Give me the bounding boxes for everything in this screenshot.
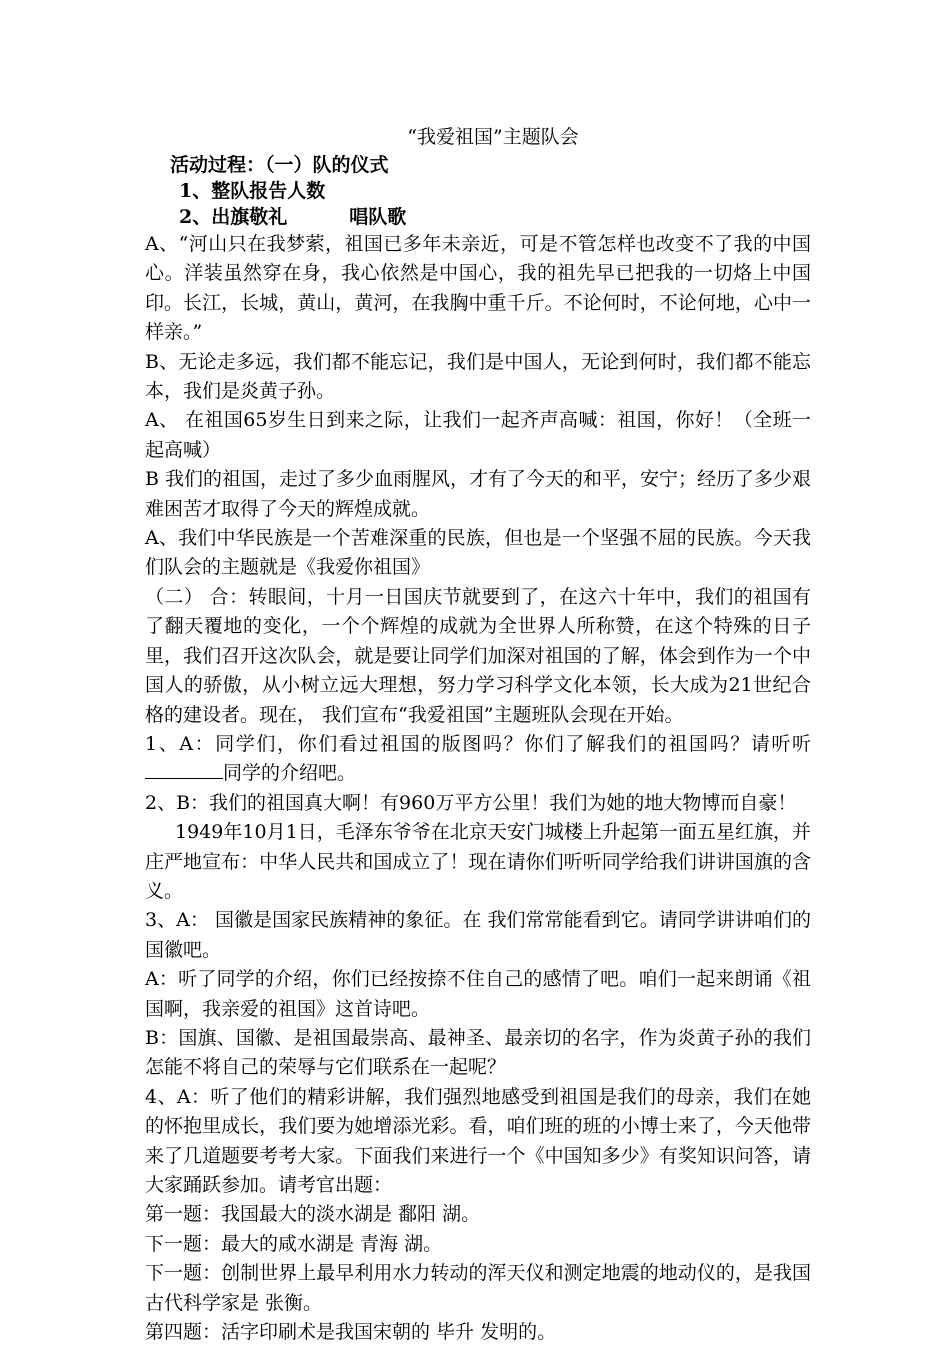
paragraph: B 我们的祖国，走过了多少血雨腥风，才有了今天的和平，安宁；经历了多少艰难困苦才取得了今天的辉煌成就。 (145, 468, 812, 520)
activity-heading: 活动过程：（一）队的仪式 (170, 154, 389, 176)
step-2-heading (145, 204, 811, 230)
paragraph-part: 1、A：同学们，你们看过祖国的版图吗？你们了解我们的祖国吗？请听听 (145, 732, 811, 755)
paragraph: A、我们中华民族是一个苦难深重的民族，但也是一个坚强不屈的民族。今天我们队会的主题就是《我爱你祖国》 (145, 527, 811, 579)
fill-in-blank (145, 760, 223, 779)
paragraph: 1949年10月1日，毛泽东爷爷在北京天安门城楼上升起第一面五星红旗，并庄严地宣布：中华人民共和国成立了！现在请你们听听同学给我们讲讲国旗的含义。 (145, 821, 811, 902)
paragraph-with-blank (145, 730, 811, 789)
paragraph: B、无论走多远，我们都不能忘记，我们是中国人，无论到何时，我们都不能忘本，我们是炎黄子孙。 (145, 350, 811, 403)
paragraph: 第四题：活字印刷术是我国宋朝的 毕升 发明的。 (145, 1321, 557, 1344)
document-title: “我爱祖国”主题队会 (407, 126, 579, 148)
paragraph: 3、A： 国徽是国家民族精神的象征。在 我们常常能看到它。请同学讲讲咱们的国徽吧。 (145, 909, 811, 961)
paragraph: 第一题：我国最大的淡水湖是 鄱阳 湖。 (145, 1203, 481, 1226)
step-1-heading: 1、整队报告人数 (179, 180, 326, 202)
paragraph: 下一题：最大的咸水湖是 青海 湖。 (145, 1232, 443, 1255)
document-body (145, 230, 811, 1347)
paragraph: 下一题：创制世界上最早利用水力转动的浑天仪和测定地震的地动仪的，是我国古代科学家是 张衡。 (145, 1262, 811, 1314)
paragraph: A：听了同学的介绍，你们已经按捺不住自己的感情了吧。咱们一起来朗诵《祖国啊，我亲爱的祖国》这首诗吧。 (145, 968, 811, 1020)
document-page (145, 122, 811, 1347)
paragraph: 2、B：我们的祖国真大啊！有960万平方公里！我们为她的地大物博而自豪！ (145, 791, 797, 814)
paragraph: 4、A：听了他们的精彩讲解，我们强烈地感受到祖国是我们的母亲，我们在她的怀抱里成长，我们要为她增添光彩。看，咱们班的班的小博士来了，今天他带来了几道题要考考大家。下面我们来进行一个《中国知多少》有奖知识问答，请大家踊跃参加。请考官出题： (145, 1085, 811, 1196)
paragraph: B：国旗、国徽、是祖国最崇高、最神圣、最亲切的名字，作为炎黄子孙的我们怎能不将自己的荣辱与它们联系在一起呢？ (145, 1026, 811, 1079)
step-2-song-label: 唱队歌 (349, 206, 407, 228)
paragraph: A、“河山只在我梦萦，祖国已多年未亲近，可是不管怎样也改变不了我的中国心。洋装虽然穿在身，我心依然是中国心，我的祖先早已把我的一切烙上中国印。长江，长城，黄山，黄河，在我胸中重千斤。不论何时，不论何地，心中一样亲。” (145, 233, 811, 344)
paragraph-part: 同学的介绍吧。 (223, 762, 357, 785)
step-2-label: 2、出旗敬礼 (179, 206, 288, 228)
paragraph: A、 在祖国65岁生日到来之际，让我们一起齐声高喊：祖国，你好！（全班一起高喊） (145, 409, 811, 461)
paragraph: （二） 合：转眼间，十月一日国庆节就要到了，在这六十年中，我们的祖国有了翻天覆地的变化，一个个辉煌的成就为全世界人所称赞，在这个特殊的日子里，我们召开这次队会，就是要让同学们加深对祖国的了解，体会到作为一个中国人的骄傲，从小树立远大理想，努力学习科学文化本领，长大成为21世纪合格的建设者。现在， 我们宣布“我爱祖国”主题班队会现在开始。 (145, 585, 811, 726)
